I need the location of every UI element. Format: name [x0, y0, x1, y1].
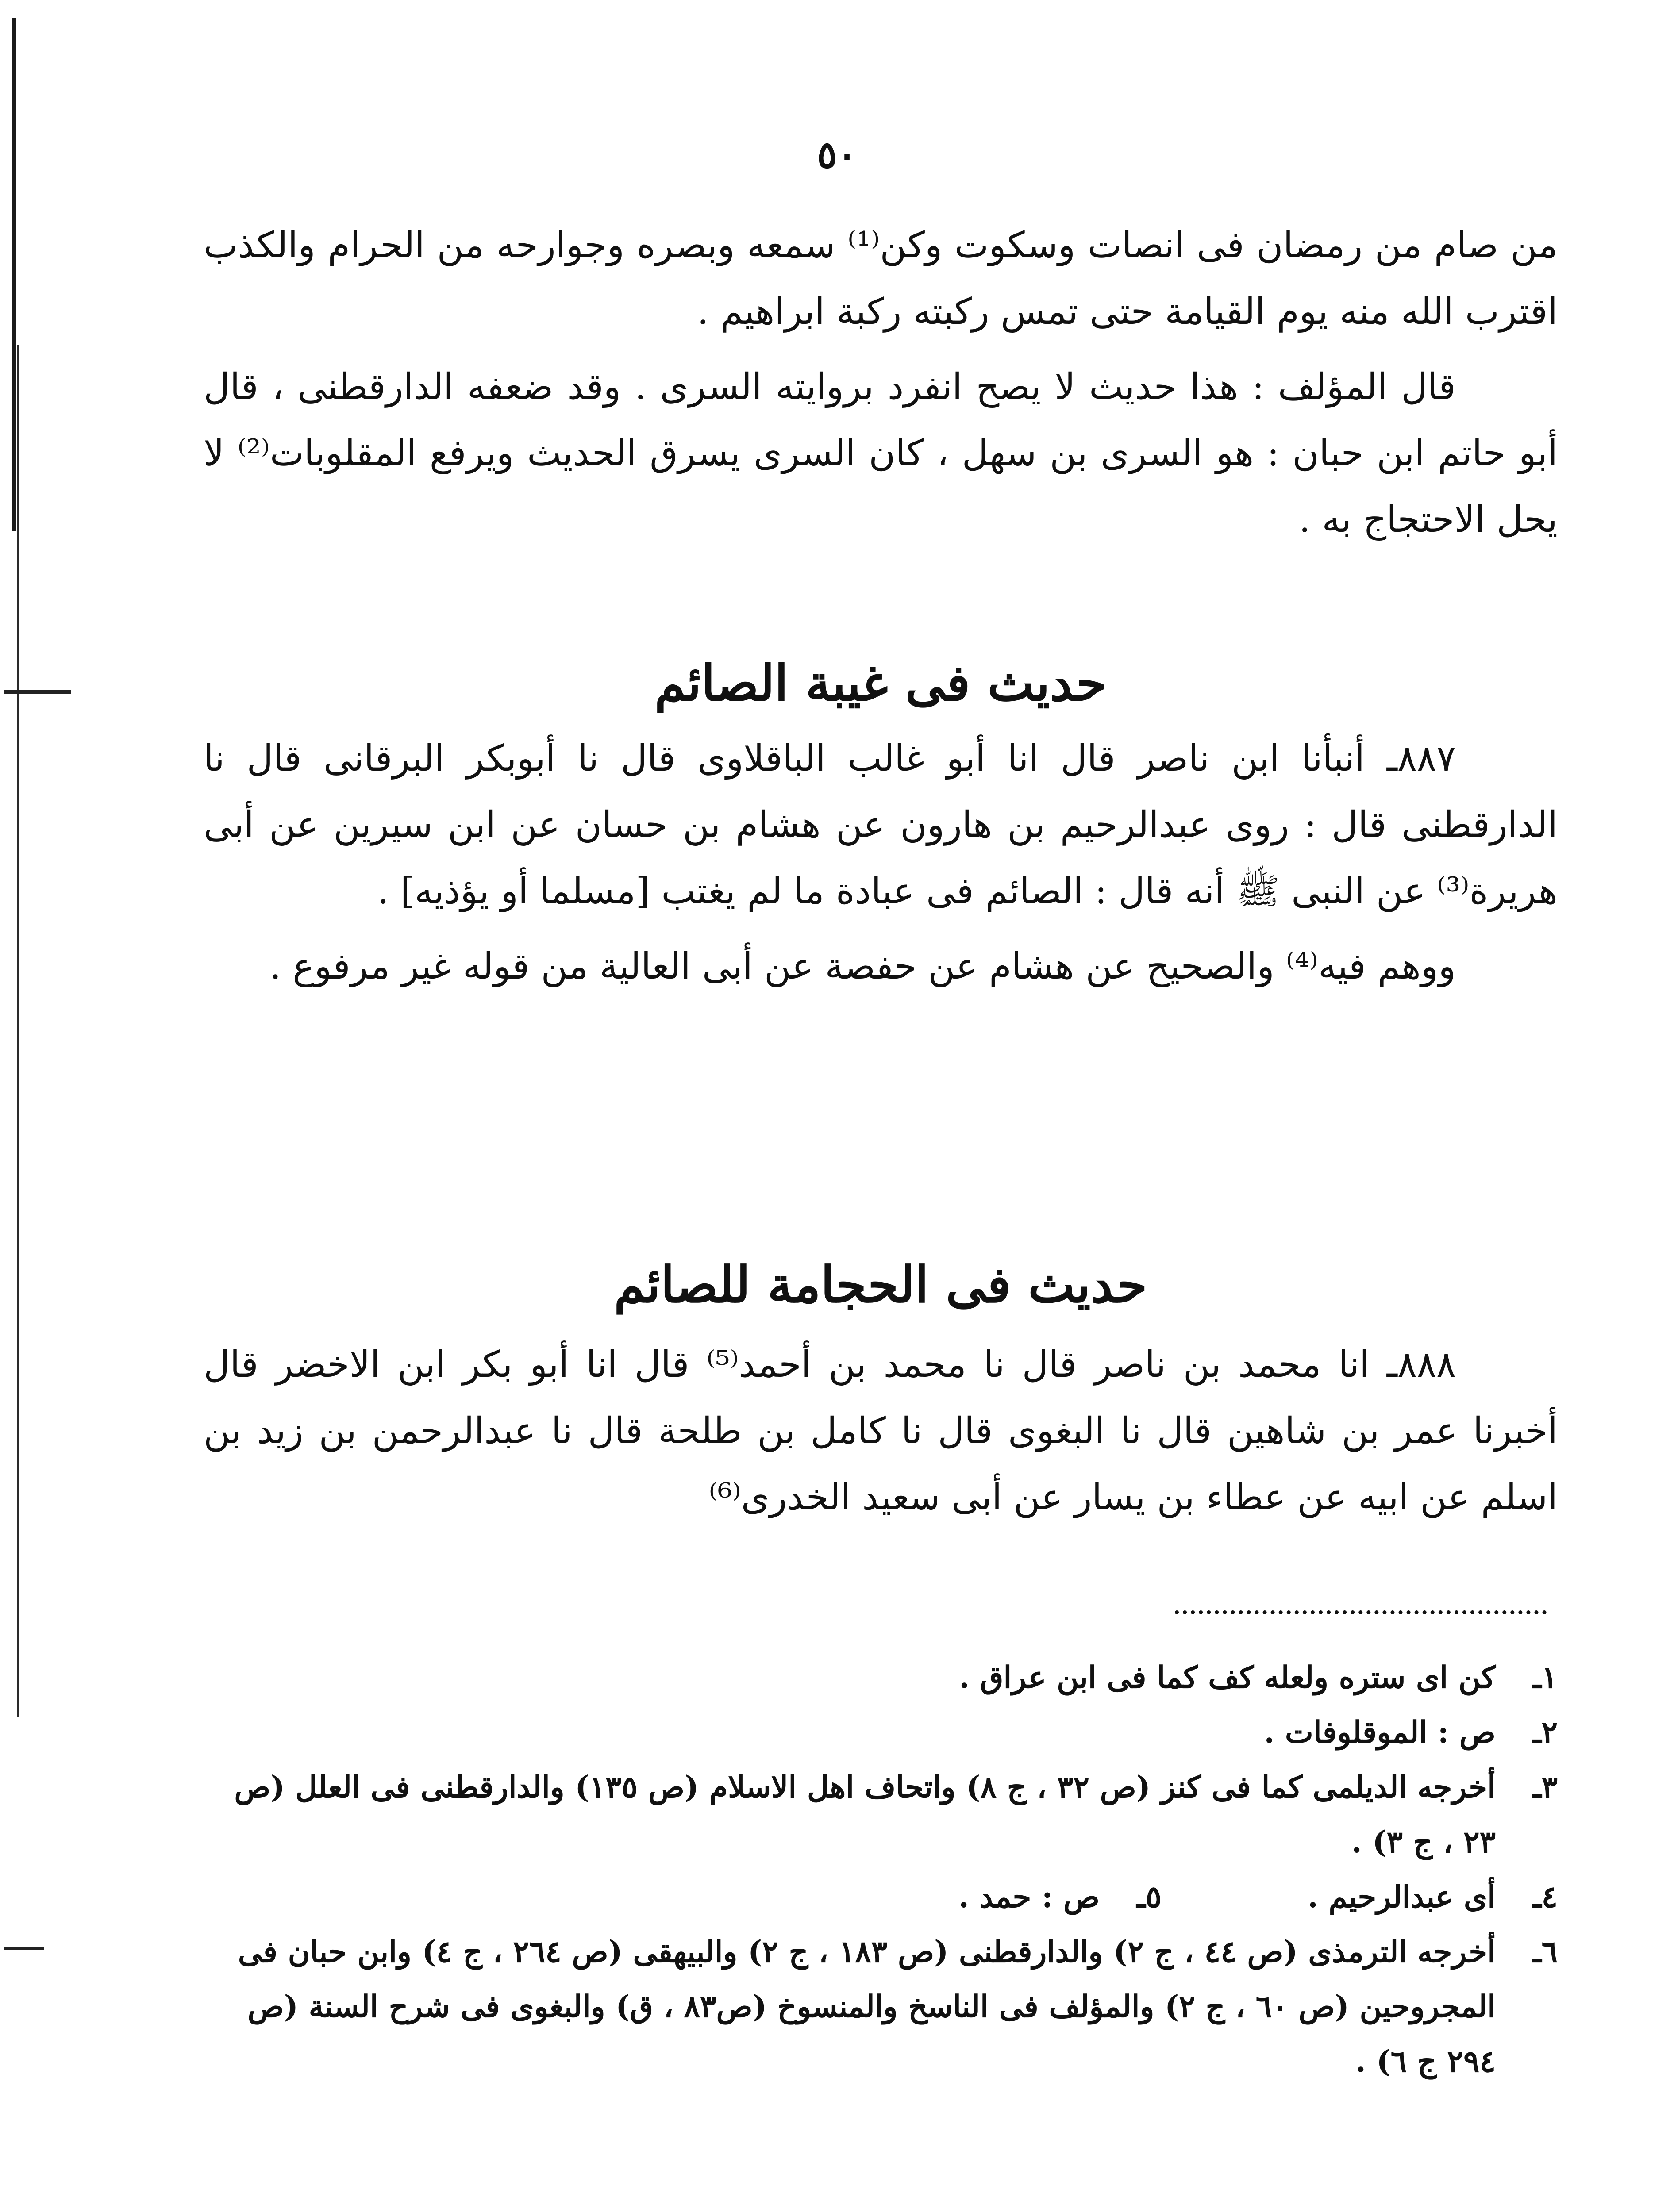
footnote-number: ٦ـ: [1532, 1934, 1558, 1970]
main-text-section2: [204, 1332, 1558, 1531]
footnote-text: أى عبدالرحيم .: [1308, 1879, 1496, 1915]
page-number: ٥٠: [817, 133, 857, 177]
footnote-4: [1308, 1870, 1558, 1924]
footnote-text: ص : حمد .: [958, 1879, 1100, 1915]
footnote-5: [958, 1870, 1162, 1924]
footnote-text: كن اى ستره ولعله كف كما فى ابن عراق .: [959, 1660, 1496, 1695]
scan-binding-edge: [12, 18, 16, 531]
section-heading-cupping: حديث فى الحجامة للصائم: [614, 1256, 1147, 1314]
footnote-text: أخرجه الترمذى (ص ٤٤ ، ج ٢) والدارقطنى (ص ١٨٣ ، ج ٢) والبيهقى (ص ٢٦٤ ، ج ٤) وابن حبان فى المجروحين (ص ٦٠ ، ج ٢) والمؤلف فى الناسخ والمنسوخ (ص٨٣ ، ق) والبغوى فى شرح السنة (ص ٢٩٤ ج ٦) .: [238, 1934, 1496, 2079]
hadith-888: ٨٨٨ـ انا محمد بن ناصر قال نا محمد بن أحمد⁽⁵⁾ قال انا أبو بكر ابن الاخضر قال أخبرنا عمر بن شاهين قال نا البغوى قال نا كامل بن طلحة قال نا عبدالرحمن بن زيد بن اسلم عن ابيه عن عطاء بن يسار عن أبى سعيد الخدرى⁽⁶⁾: [204, 1344, 1558, 1518]
scan-margin-mark: [4, 690, 71, 694]
footnote-2: [204, 1705, 1558, 1760]
intro-paragraph: من صام من رمضان فى انصات وسكوت وكن⁽¹⁾ سمعه وبصره وجوارحه من الحرام والكذب اقترب الله منه يوم القيامة حتى تمس ركبته ركبة ابراهيم .: [204, 224, 1558, 333]
footnote-number: ٤ـ: [1532, 1879, 1558, 1915]
footnote-text: ص : الموقلوفات .: [1264, 1715, 1496, 1750]
footnote-number: ٣ـ: [1532, 1770, 1558, 1805]
footnotes: [204, 1650, 1558, 2089]
footnote-number: ٥ـ: [1136, 1879, 1162, 1915]
scan-binding-line: [17, 345, 19, 1717]
main-text-upper: [204, 212, 1558, 553]
hadith-887-comment: ووهم فيه⁽⁴⁾ والصحيح عن هشام عن حفصة عن أبى العالية من قوله غير مرفوع .: [269, 945, 1456, 987]
section-heading-backbiting: حديث فى غيبة الصائم: [654, 654, 1107, 712]
scan-margin-mark: [4, 1947, 44, 1950]
footnote-3: [204, 1760, 1558, 1870]
footnote-6: [204, 1924, 1558, 2089]
main-text-section1: [204, 726, 1558, 1000]
footnote-row-4-5: [204, 1870, 1558, 1924]
footnote-text: أخرجه الديلمى كما فى كنز (ص ٣٢ ، ج ٨) واتحاف اهل الاسلام (ص ١٣٥) والدارقطنى فى العلل (ص ٢٣ ، ج ٣) .: [234, 1770, 1496, 1860]
footnote-divider: [1175, 1610, 1547, 1614]
footnote-1: [204, 1650, 1558, 1705]
author-note-paragraph: قال المؤلف : هذا حديث لا يصح انفرد بروايته السرى . وقد ضعفه الدارقطنى ، قال أبو حاتم ابن حبان : هو السرى بن سهل ، كان السرى يسرق الحديث ويرفع المقلوبات⁽²⁾ لا يحل الاحتجاج به .: [204, 366, 1558, 541]
hadith-887: ٨٨٧ـ أنبأنا ابن ناصر قال انا أبو غالب الباقلاوى قال نا أبوبكر البرقانى قال نا الدارقطنى قال : روى عبدالرحيم بن هارون عن هشام بن حسان عن ابن سيرين عن أبى هريرة⁽³⁾ عن النبى ﷺ أنه قال : الصائم فى عبادة ما لم يغتب [مسلما أو يؤذيه] .: [204, 737, 1558, 912]
footnote-number: ١ـ: [1532, 1660, 1558, 1695]
footnote-number: ٢ـ: [1532, 1715, 1558, 1750]
